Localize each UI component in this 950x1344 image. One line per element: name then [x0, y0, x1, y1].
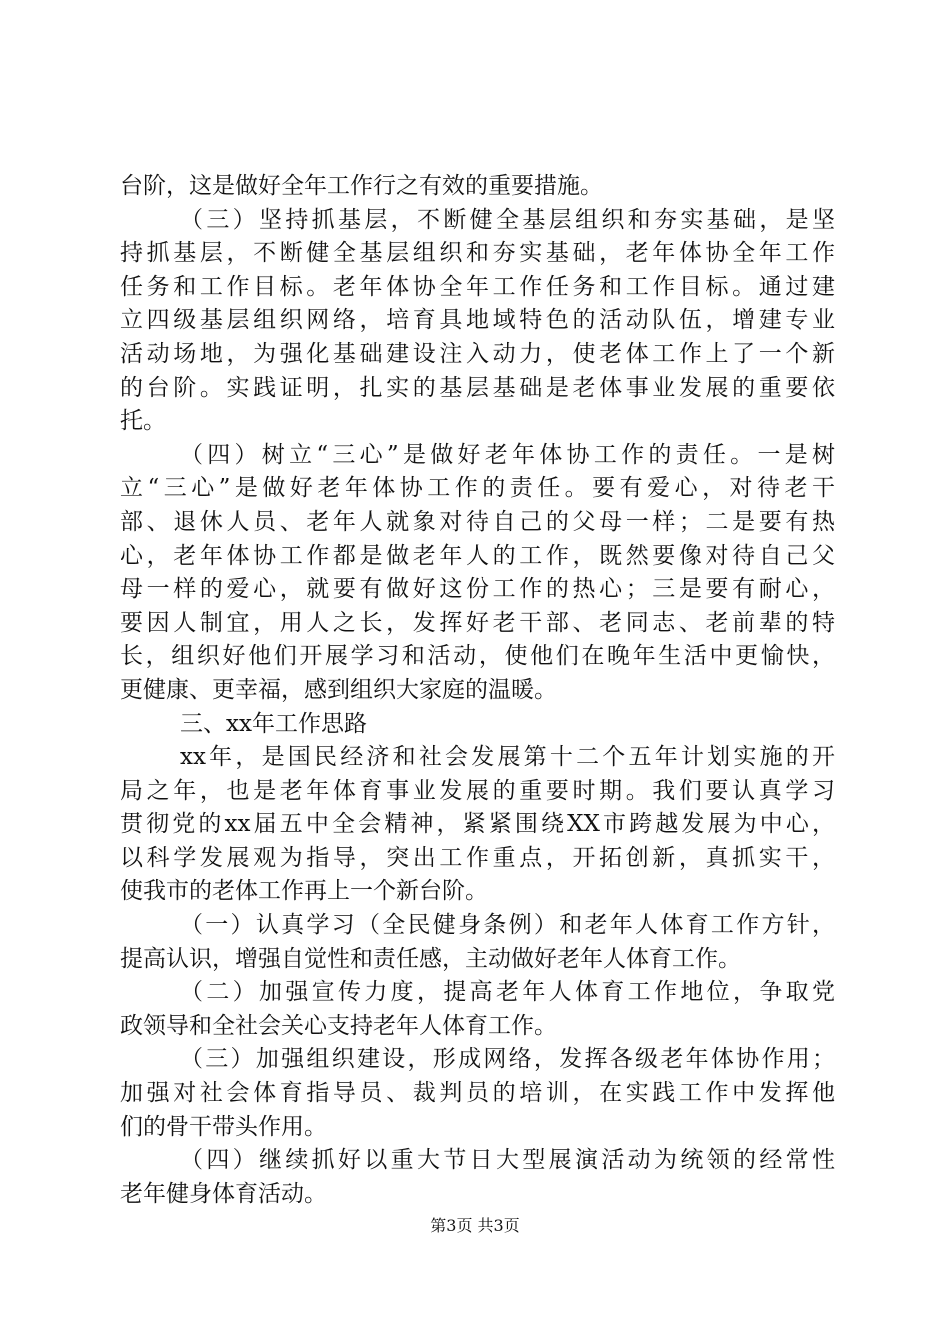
text-line: 以科学发展观为指导，突出工作重点，开拓创新，真抓实干，	[120, 844, 835, 871]
text-line: 持抓基层，不断健全基层组织和夯实基础，老年体协全年工作	[120, 240, 835, 267]
text-line: （四）继续抓好以重大节日大型展演活动为统领的经常性	[180, 1147, 835, 1174]
document-body	[120, 170, 835, 1211]
text-line: 使我市的老体工作再上一个新台阶。	[120, 878, 488, 905]
text-line: （一）认真学习（全民健身条例）和老年人体育工作方针，	[180, 912, 835, 939]
page-footer	[0, 1216, 950, 1236]
text-line: （三）坚持抓基层，不断健全基层组织和夯实基础，是坚	[180, 206, 835, 233]
text-line: （三）加强组织建设，形成网络，发挥各级老年体协作用；	[180, 1046, 835, 1073]
text-line: 的台阶。实践证明，扎实的基层基础是老体事业发展的重要依	[120, 374, 835, 401]
text-line: 加强对社会体育指导员、裁判员的培训，在实践工作中发挥他	[120, 1080, 835, 1107]
text-line: 们的骨干带头作用。	[120, 1113, 327, 1140]
text-line: 部、退休人员、老年人就象对待自己的父母一样；二是要有热	[120, 508, 835, 535]
text-line: 立四级基层组织网络，培育具地域特色的活动队伍，增建专业	[120, 307, 835, 334]
text-line: 局之年，也是老年体育事业发展的重要时期。我们要认真学习	[120, 777, 835, 804]
text-line: 任务和工作目标。老年体协全年工作任务和工作目标。通过建	[120, 273, 835, 300]
text-line: 贯彻党的xx届五中全会精神，紧紧围绕XX市跨越发展为中心，	[120, 811, 835, 838]
page-number-label: 第3页 共3页	[430, 1216, 520, 1235]
text-line: 要因人制宜，用人之长，发挥好老干部、老同志、老前辈的特	[120, 609, 835, 636]
text-line: 政领导和全社会关心支持老年人体育工作。	[120, 1012, 557, 1039]
text-line: 母一样的爱心，就要有做好这份工作的热心；三是要有耐心，	[120, 576, 835, 603]
text-line: （四）树立“三心”是做好老年体协工作的责任。一是树	[180, 441, 835, 468]
text-line: 托。	[120, 408, 166, 435]
text-line: 活动场地，为强化基础建设注入动力，使老体工作上了一个新	[120, 340, 835, 367]
text-line: 更健康、更幸福，感到组织大家庭的温暖。	[120, 676, 557, 703]
text-line: 心，老年体协工作都是做老年人的工作，既然要像对待自己父	[120, 542, 835, 569]
text-line: xx年，是国民经济和社会发展第十二个五年计划实施的开	[180, 744, 835, 771]
text-line: 长，组织好他们开展学习和活动，使他们在晚年生活中更愉快，	[120, 643, 835, 670]
text-line: 三、xx年工作思路	[180, 710, 367, 737]
text-line: 立“三心”是做好老年体协工作的责任。要有爱心，对待老干	[120, 475, 835, 502]
text-line: （二）加强宣传力度，提高老年人体育工作地位，争取党	[180, 979, 835, 1006]
text-line: 提高认识，增强自觉性和责任感，主动做好老年人体育工作。	[120, 945, 741, 972]
text-line: 台阶，这是做好全年工作行之有效的重要措施。	[120, 173, 603, 199]
text-line: 老年健身体育活动。	[120, 1180, 327, 1207]
